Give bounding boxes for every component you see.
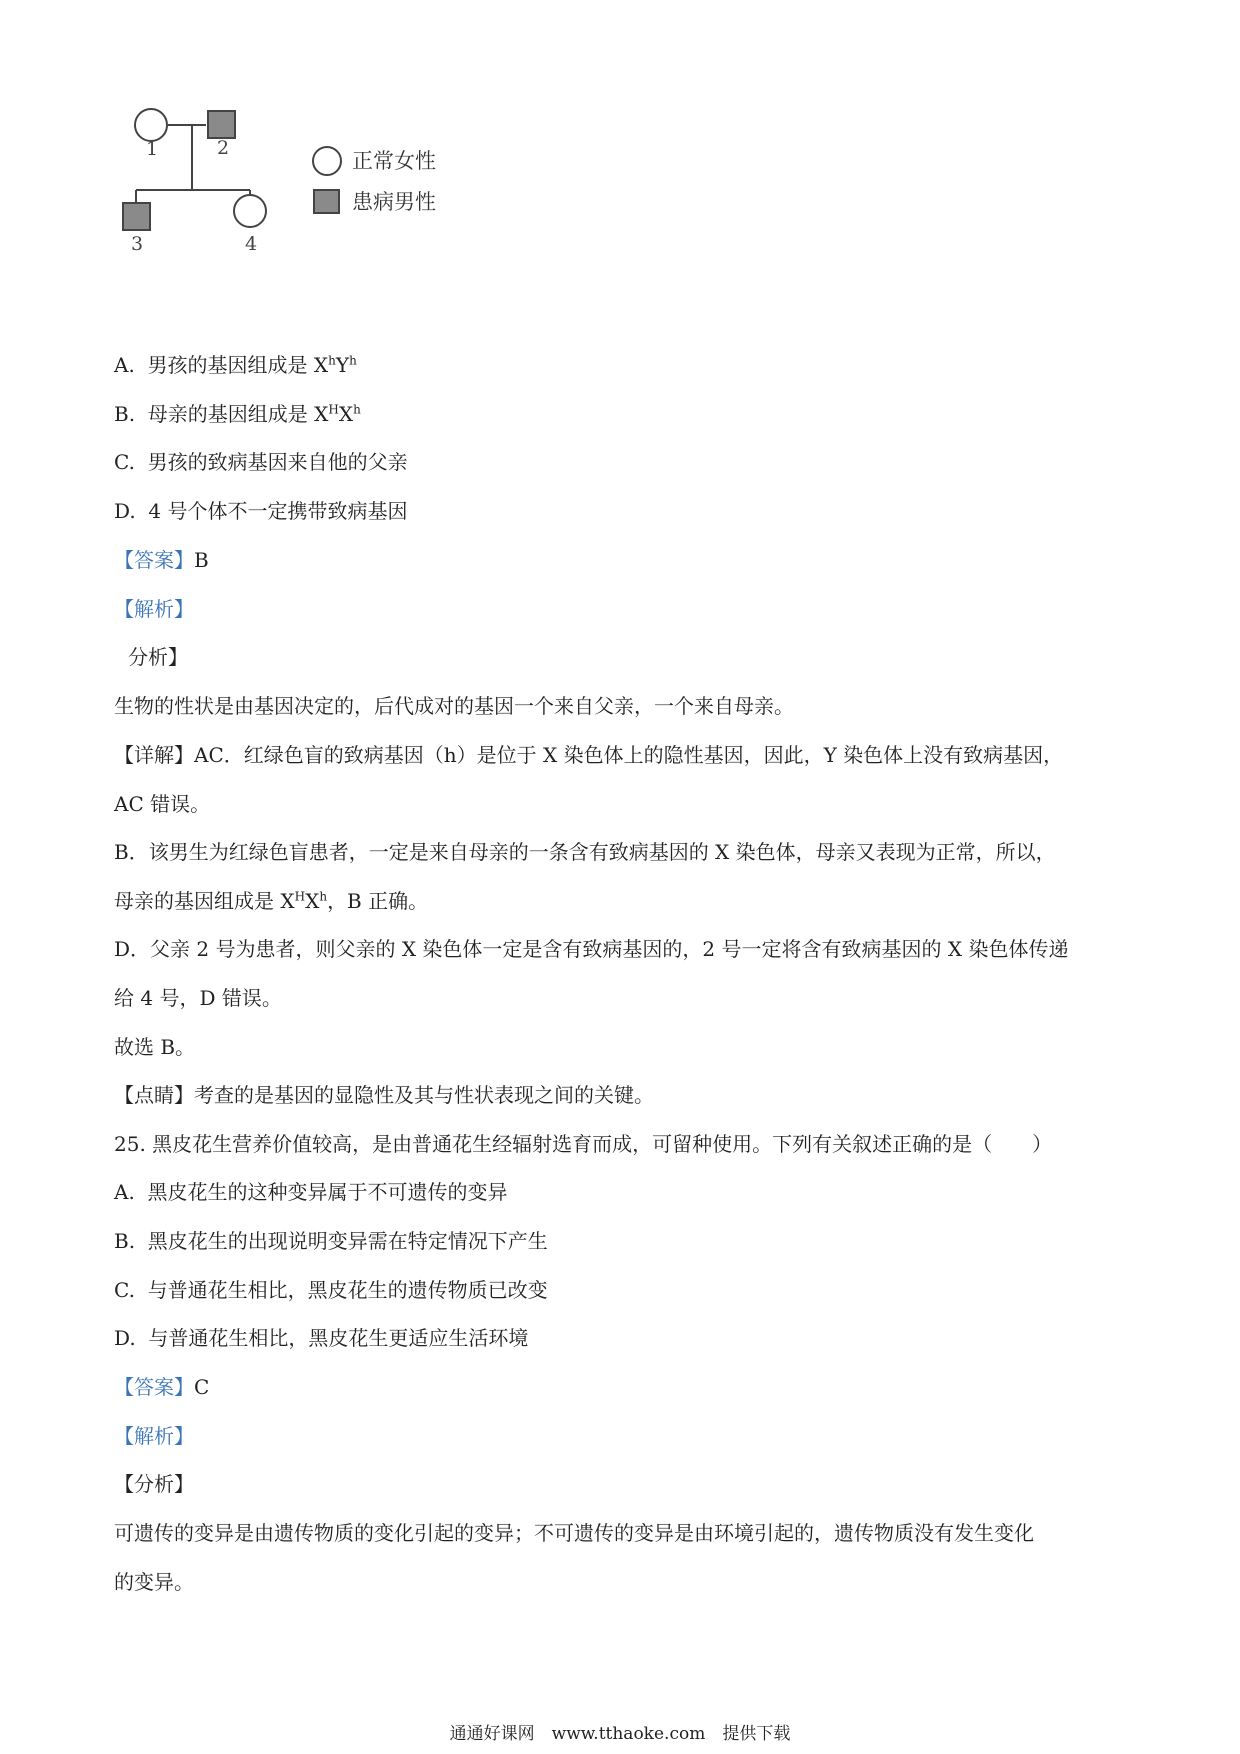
q25-answer <box>114 1373 209 1401</box>
answer-value: C <box>194 1375 210 1399</box>
option-text: 与普通花生相比，黑皮花生更适应生活环境 <box>148 1326 529 1350</box>
q24-choose: 故选 B。 <box>114 1035 196 1059</box>
q24-detail-b-line-2 <box>114 887 428 915</box>
option-text: 4 号个体不一定携带致病基因 <box>148 499 408 523</box>
option-prefix: C. <box>114 450 135 474</box>
option-text: X <box>338 402 354 426</box>
option-text: 黑皮花生的这种变异属于不可遗传的变异 <box>147 1180 508 1204</box>
legend-normal-female: 正常女性 <box>352 149 436 173</box>
option-text: 母亲的基因组成是 X <box>147 402 329 426</box>
individual-4-female <box>234 195 266 227</box>
label-4: 4 <box>245 233 258 255</box>
option-prefix: B. <box>114 402 136 426</box>
q24-comment <box>114 1081 654 1109</box>
q24-option-b <box>114 400 361 428</box>
q25-stem: 25. 黑皮花生营养价值较高，是由普通花生经辐射选育而成，可留种使用。下列有关叙述正确的是（ ） <box>114 1132 1053 1156</box>
label-3: 3 <box>131 233 144 255</box>
superscript: h <box>349 353 357 368</box>
detail-text: AC．红绿色盲的致病基因（h）是位于 X 染色体上的隐性基因，因此，Y 染色体上没有致病基因， <box>194 743 1064 767</box>
q24-detail-line-2: AC 错误。 <box>114 792 211 816</box>
answer-tag: 【答案】 <box>114 548 194 572</box>
q25-option-d <box>114 1324 528 1352</box>
superscript: h <box>353 402 361 417</box>
q24-option-c <box>114 448 408 476</box>
superscript: H <box>328 402 339 417</box>
detail-text: 母亲的基因组成是 X <box>114 889 295 913</box>
individual-3-male <box>123 203 150 230</box>
q25-fenxi-line-1: 可遗传的变异是由遗传物质的变化引起的变异；不可遗传的变异是由环境引起的，遗传物质没有发生变化 <box>114 1521 1034 1545</box>
comment-text: 考查的是基因的显隐性及其与性状表现之间的关键。 <box>194 1083 654 1107</box>
answer-tag: 【答案】 <box>114 1375 194 1399</box>
pedigree-diagram <box>100 95 480 285</box>
option-text: 男孩的致病基因来自他的父亲 <box>147 450 408 474</box>
q24-option-d <box>114 497 408 525</box>
q24-analysis-tag: 【解析】 <box>114 597 194 621</box>
detail-tag: 【详解】 <box>114 743 194 767</box>
option-prefix: C. <box>114 1278 135 1302</box>
legend-male-symbol <box>314 190 339 213</box>
q24-fenxi-text: 生物的性状是由基因决定的，后代成对的基因一个来自父亲，一个来自母亲。 <box>114 694 794 718</box>
q25-analysis-tag: 【解析】 <box>114 1424 194 1448</box>
q25-option-a <box>114 1178 508 1206</box>
label-1: 1 <box>146 138 159 160</box>
superscript: h <box>319 889 328 904</box>
option-text: Y <box>335 353 350 377</box>
q24-detail-b-line-1: B．该男生为红绿色盲患者，一定是来自母亲的一条含有致病基因的 X 染色体，母亲又表现为正常，所以， <box>114 840 1056 864</box>
q25-fenxi-tag: 【分析】 <box>114 1472 194 1496</box>
q25-fenxi-line-2: 的变异。 <box>114 1570 194 1594</box>
page-footer: 通通好课网 www.tthaoke.com 提供下载 <box>449 1724 791 1744</box>
detail-text: X <box>305 889 320 913</box>
q24-detail-d-line-2: 给 4 号，D 错误。 <box>114 986 282 1010</box>
q24-answer <box>114 546 209 574</box>
option-prefix: A. <box>114 1180 135 1204</box>
q25-option-b <box>114 1227 548 1255</box>
q25-option-c <box>114 1276 548 1304</box>
label-2: 2 <box>217 137 230 159</box>
q24-fenxi-label: 分析】 <box>128 645 188 669</box>
option-prefix: B. <box>114 1229 136 1253</box>
comment-tag: 【点睛】 <box>114 1083 194 1107</box>
option-prefix: D. <box>114 1326 136 1350</box>
option-text: 与普通花生相比，黑皮花生的遗传物质已改变 <box>147 1278 548 1302</box>
q24-detail-line-1 <box>114 741 1063 769</box>
option-text: 黑皮花生的出现说明变异需在特定情况下产生 <box>147 1229 548 1253</box>
individual-1-female <box>135 109 167 141</box>
superscript: H <box>294 889 306 904</box>
answer-value: B <box>194 548 209 572</box>
superscript: h <box>328 353 336 368</box>
legend-affected-male: 患病男性 <box>352 190 436 214</box>
individual-2-male <box>208 111 235 138</box>
legend-female-symbol <box>313 147 341 175</box>
detail-text: ，B 正确。 <box>327 889 429 913</box>
option-text: 男孩的基因组成是 X <box>147 353 329 377</box>
option-prefix: A. <box>114 353 135 377</box>
q24-option-a <box>114 351 357 379</box>
option-prefix: D. <box>114 499 136 523</box>
q24-detail-d-line-1: D．父亲 2 号为患者，则父亲的 X 染色体一定是含有致病基因的，2 号一定将含有致病基因的 X 染色体传递 <box>114 937 1069 961</box>
